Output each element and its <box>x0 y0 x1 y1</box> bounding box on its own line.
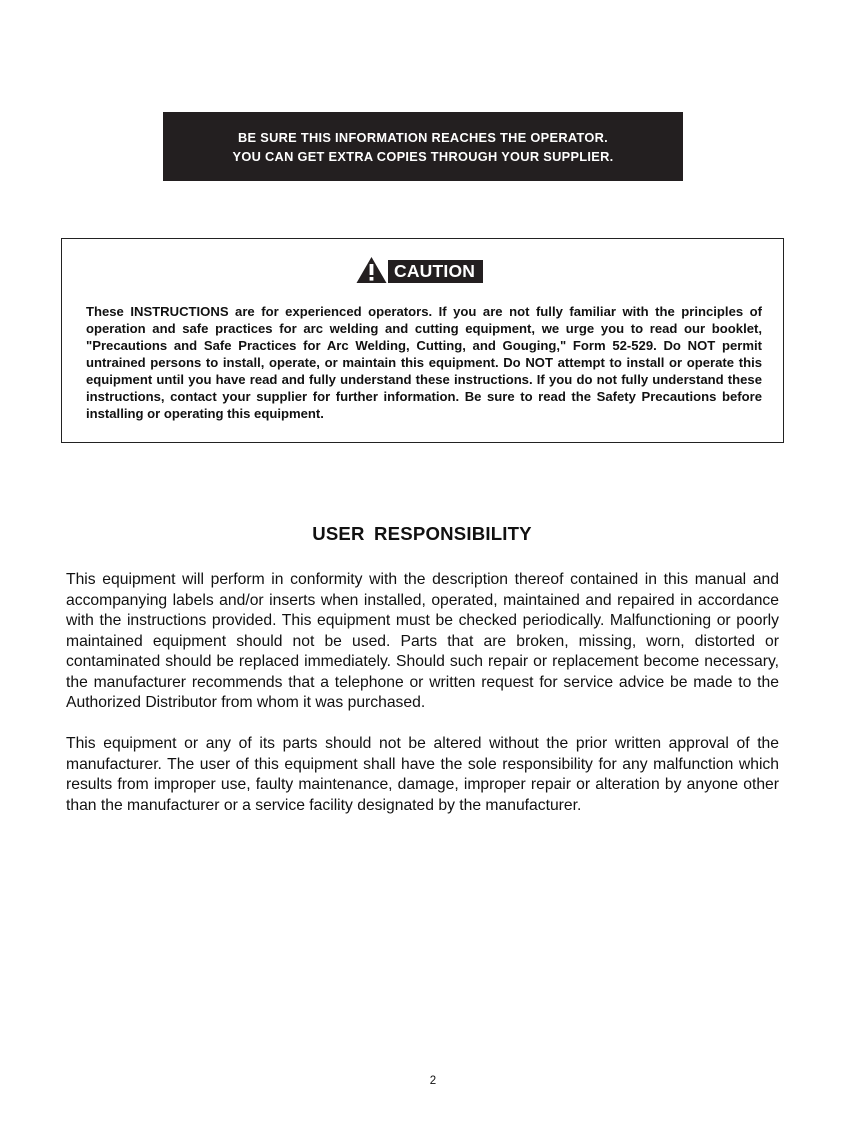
caution-heading: CAUTION <box>388 260 483 283</box>
operator-notice-banner <box>163 112 683 181</box>
warning-triangle-icon <box>356 256 387 284</box>
banner-line-1: BE SURE THIS INFORMATION REACHES THE OPERATOR. <box>238 129 608 145</box>
banner-line-2: YOU CAN GET EXTRA COPIES THROUGH YOUR SUPPLIER. <box>232 148 614 164</box>
section-title: USER RESPONSIBILITY <box>312 523 532 544</box>
caution-box <box>61 238 784 443</box>
responsibility-paragraph-1: This equipment will perform in conformity with the description thereof contained in this manual and accompanying labels and/or inserts when installed, operated, maintained and repaired in accordance with the instructions provided. This equipment must be checked periodically. Malfunctioning or poorly maintained equipment should not be used. Parts that are broken, missing, worn, distorted or contaminated should be replaced immediately. Should such repair or replacement become necessary, the manufacturer recommends that a telephone or written request for service advice be made to the Authorized Distributor from whom it was purchased. <box>66 571 779 711</box>
caution-label <box>356 257 483 282</box>
page-number: 2 <box>429 1075 437 1087</box>
responsibility-paragraph-2: This equipment or any of its parts should not be altered without the prior written approval of the manufacturer. The user of this equipment shall have the sole responsibility for any malfunction which results from improper use, faulty maintenance, damage, improper repair or alteration by anyone other than the manufacturer or a service facility designated by the manufacturer. <box>66 735 779 814</box>
caution-text: These INSTRUCTIONS are for experienced operators. If you are not fully familiar with the principles of operation and safe practices for arc welding and cutting equipment, we urge you to read our booklet, "Precautions and Safe Practices for Arc Welding, Cutting, and Gouging," Form 52-529. Do NOT permit untrained persons to install, operate, or maintain this equipment. Do NOT attempt to install or operate this equipment until you have read and fully understand these instructions. If you do not fully understand these instructions, contact your supplier for further information. Be sure to read the Safety Precautions before installing or operating this equipment. <box>86 304 762 421</box>
